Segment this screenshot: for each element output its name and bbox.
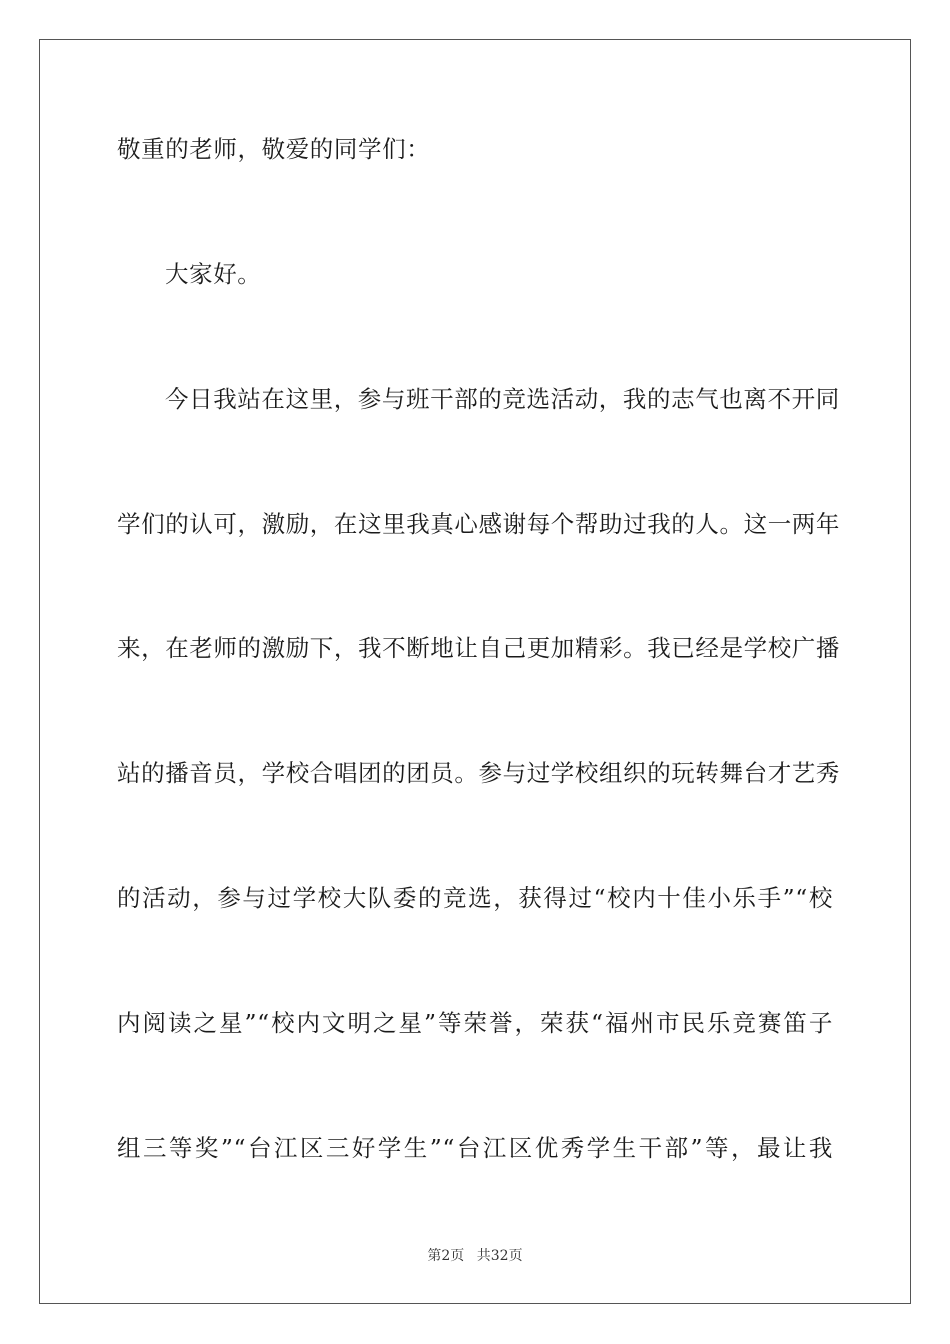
paragraph-line: 来，在老师的激励下，我不断地让自己更加精彩。我已经是学校广播 — [117, 634, 840, 662]
paragraph-line: 今日我站在这里，参与班干部的竞选活动，我的志气也离不开同 — [165, 385, 840, 413]
page-border — [39, 39, 911, 1304]
paragraph-line: 的活动，参与过学校大队委的竞选，获得过“校内十佳小乐手”“校 — [117, 884, 833, 912]
page-number: 第2页 — [427, 1248, 465, 1264]
paragraph-line: 学们的认可，激励，在这里我真心感谢每个帮助过我的人。这一两年 — [117, 510, 840, 538]
hello-line: 大家好。 — [165, 260, 262, 288]
paragraph-line: 组三等奖”“台江区三好学生”“台江区优秀学生干部”等，最让我 — [117, 1134, 833, 1162]
paragraph-line: 站的播音员，学校合唱团的团员。参与过学校组织的玩转舞台才艺秀 — [117, 759, 840, 787]
paragraph-line: 内阅读之星”“校内文明之星”等荣誉，荣获“福州市民乐竞赛笛子 — [117, 1009, 833, 1037]
page-footer — [0, 1247, 950, 1265]
total-pages: 共32页 — [476, 1248, 523, 1264]
greeting-line: 敬重的老师，敬爱的同学们： — [117, 135, 431, 163]
